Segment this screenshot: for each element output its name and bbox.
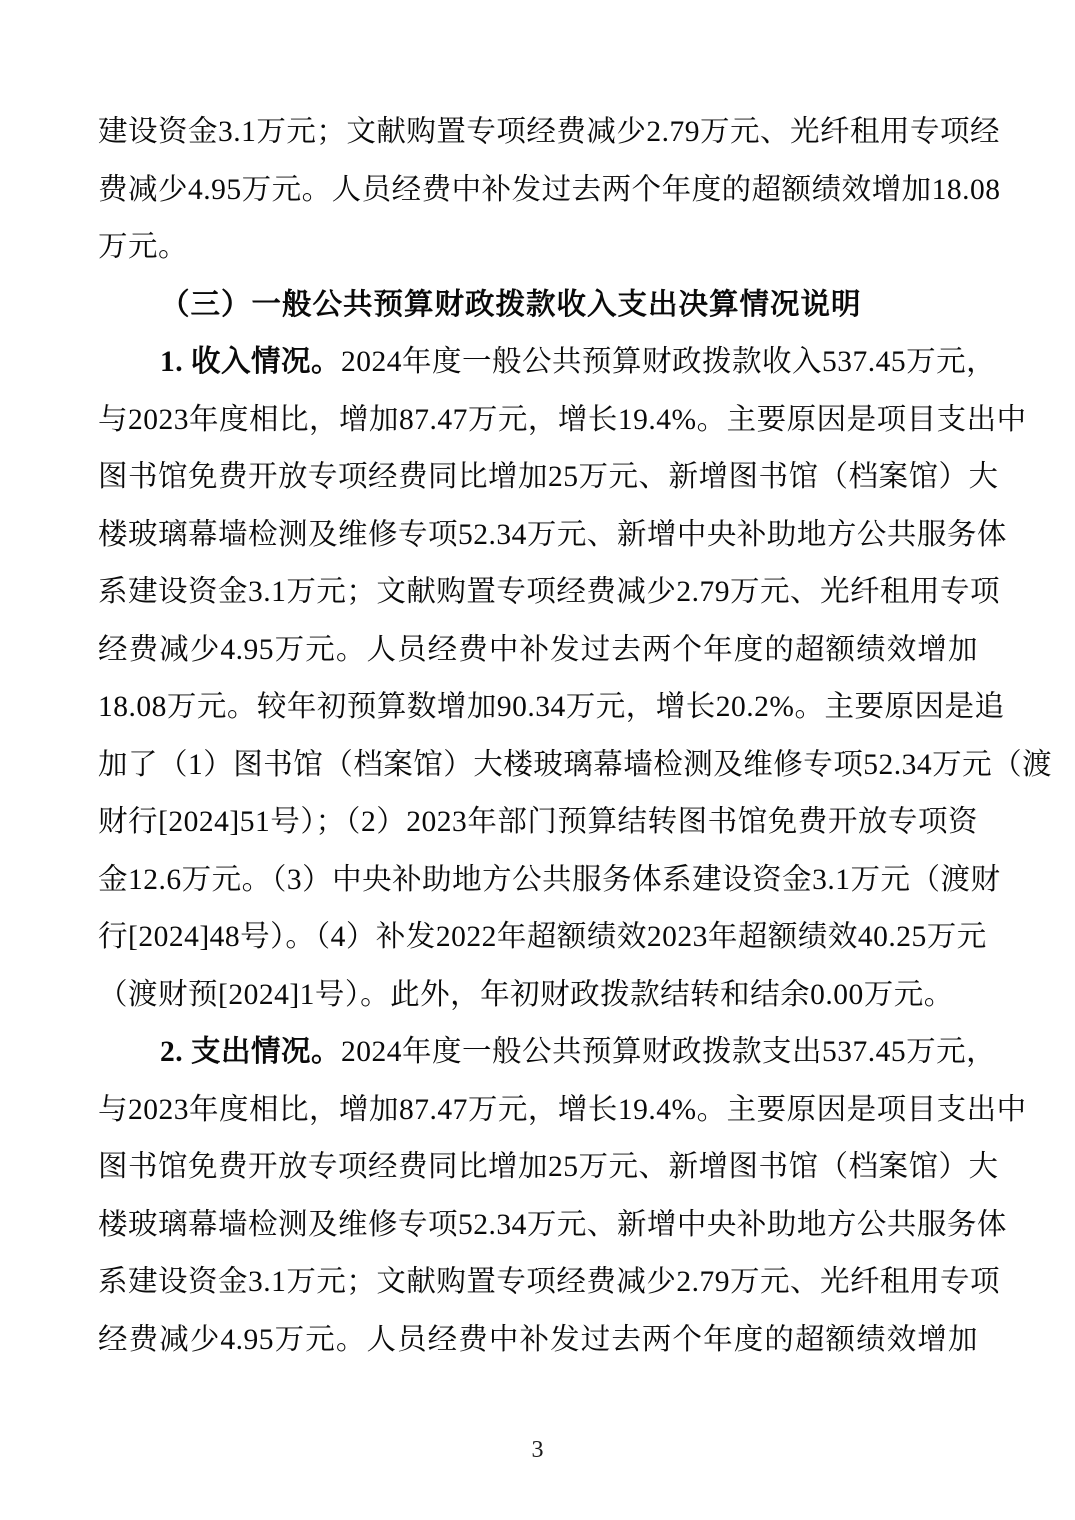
body-text: 建设资金3.1万元；文献购置专项经费减少2.79万元、光纤租用专项经 xyxy=(98,116,1001,148)
body-text: 加了（1）图书馆（档案馆）大楼玻璃幕墙检测及维修专项52.34万元（渡 xyxy=(98,748,1053,781)
body-text: 费减少4.95万元。人员经费中补发过去两个年度的超额绩效增加18.08 xyxy=(98,173,1001,206)
text-line xyxy=(98,1312,978,1370)
body-text: 财行[2024]51号）；（2）2023年部门预算结转图书馆免费开放专项资 xyxy=(98,806,978,838)
body-text: 图书馆免费开放专项经费同比增加25万元、新增图书馆（档案馆）大 xyxy=(98,461,999,493)
text-line xyxy=(98,1197,1007,1255)
text-line xyxy=(98,334,997,392)
text-line xyxy=(98,104,1001,162)
body-text: 楼玻璃幕墙检测及维修专项52.34万元、新增中央补助地方公共服务体 xyxy=(98,518,1007,551)
text-line xyxy=(98,449,999,507)
text-line xyxy=(98,1082,1027,1140)
body-text: 2024年度一般公共预算财政拨款收入537.45万元， xyxy=(341,346,997,378)
text-line xyxy=(98,219,978,277)
body-text: 系建设资金3.1万元；文献购置专项经费减少2.79万元、光纤租用专项 xyxy=(98,1266,1001,1298)
text-line xyxy=(98,507,1007,565)
body-text: 2024年度一般公共预算财政拨款支出537.45万元， xyxy=(341,1036,997,1068)
body-text: （渡财预[2024]1号）。此外，年初财政拨款结转和结余0.00万元。 xyxy=(98,978,954,1011)
text-line xyxy=(98,1024,997,1082)
text-line xyxy=(98,162,1001,220)
bold-text: （三）一般公共预算财政拨款收入支出决算情况说明 xyxy=(160,288,862,321)
body-text: 经费减少4.95万元。人员经费中补发过去两个年度的超额绩效增加 xyxy=(98,633,978,666)
text-line xyxy=(98,909,987,967)
body-text: 系建设资金3.1万元；文献购置专项经费减少2.79万元、光纤租用专项 xyxy=(98,576,1001,608)
body-text: 楼玻璃幕墙检测及维修专项52.34万元、新增中央补助地方公共服务体 xyxy=(98,1208,1007,1241)
body-text: 图书馆免费开放专项经费同比增加25万元、新增图书馆（档案馆）大 xyxy=(98,1151,999,1183)
text-line xyxy=(98,679,1005,737)
body-text: 18.08万元。较年初预算数增加90.34万元，增长20.2%。主要原因是追 xyxy=(98,691,1005,723)
bold-text: 1. 收入情况。 xyxy=(160,346,342,378)
text-line xyxy=(98,564,1001,622)
text-line xyxy=(98,622,978,680)
text-line xyxy=(98,852,1001,910)
body-text: 行[2024]48号）。（4）补发2022年超额绩效2023年超额绩效40.25万元 xyxy=(98,921,987,953)
body-text: 金12.6万元。（3）中央补助地方公共服务体系建设资金3.1万元（渡财 xyxy=(98,863,1001,896)
bold-text: 2. 支出情况。 xyxy=(160,1036,342,1068)
text-line xyxy=(98,1139,999,1197)
body-text: 与2023年度相比，增加87.47万元，增长19.4%。主要原因是项目支出中 xyxy=(98,403,1027,436)
text-line xyxy=(98,794,978,852)
text-line xyxy=(98,392,1027,450)
body-text: 万元。 xyxy=(98,231,189,263)
body-text: 经费减少4.95万元。人员经费中补发过去两个年度的超额绩效增加 xyxy=(98,1323,978,1356)
page-number: 3 xyxy=(531,1437,544,1463)
text-line xyxy=(98,1254,1001,1312)
text-line xyxy=(98,737,1053,795)
document-body xyxy=(98,104,1053,1369)
body-text: 与2023年度相比，增加87.47万元，增长19.4%。主要原因是项目支出中 xyxy=(98,1093,1027,1126)
section-heading xyxy=(98,277,978,335)
text-line xyxy=(98,967,978,1025)
